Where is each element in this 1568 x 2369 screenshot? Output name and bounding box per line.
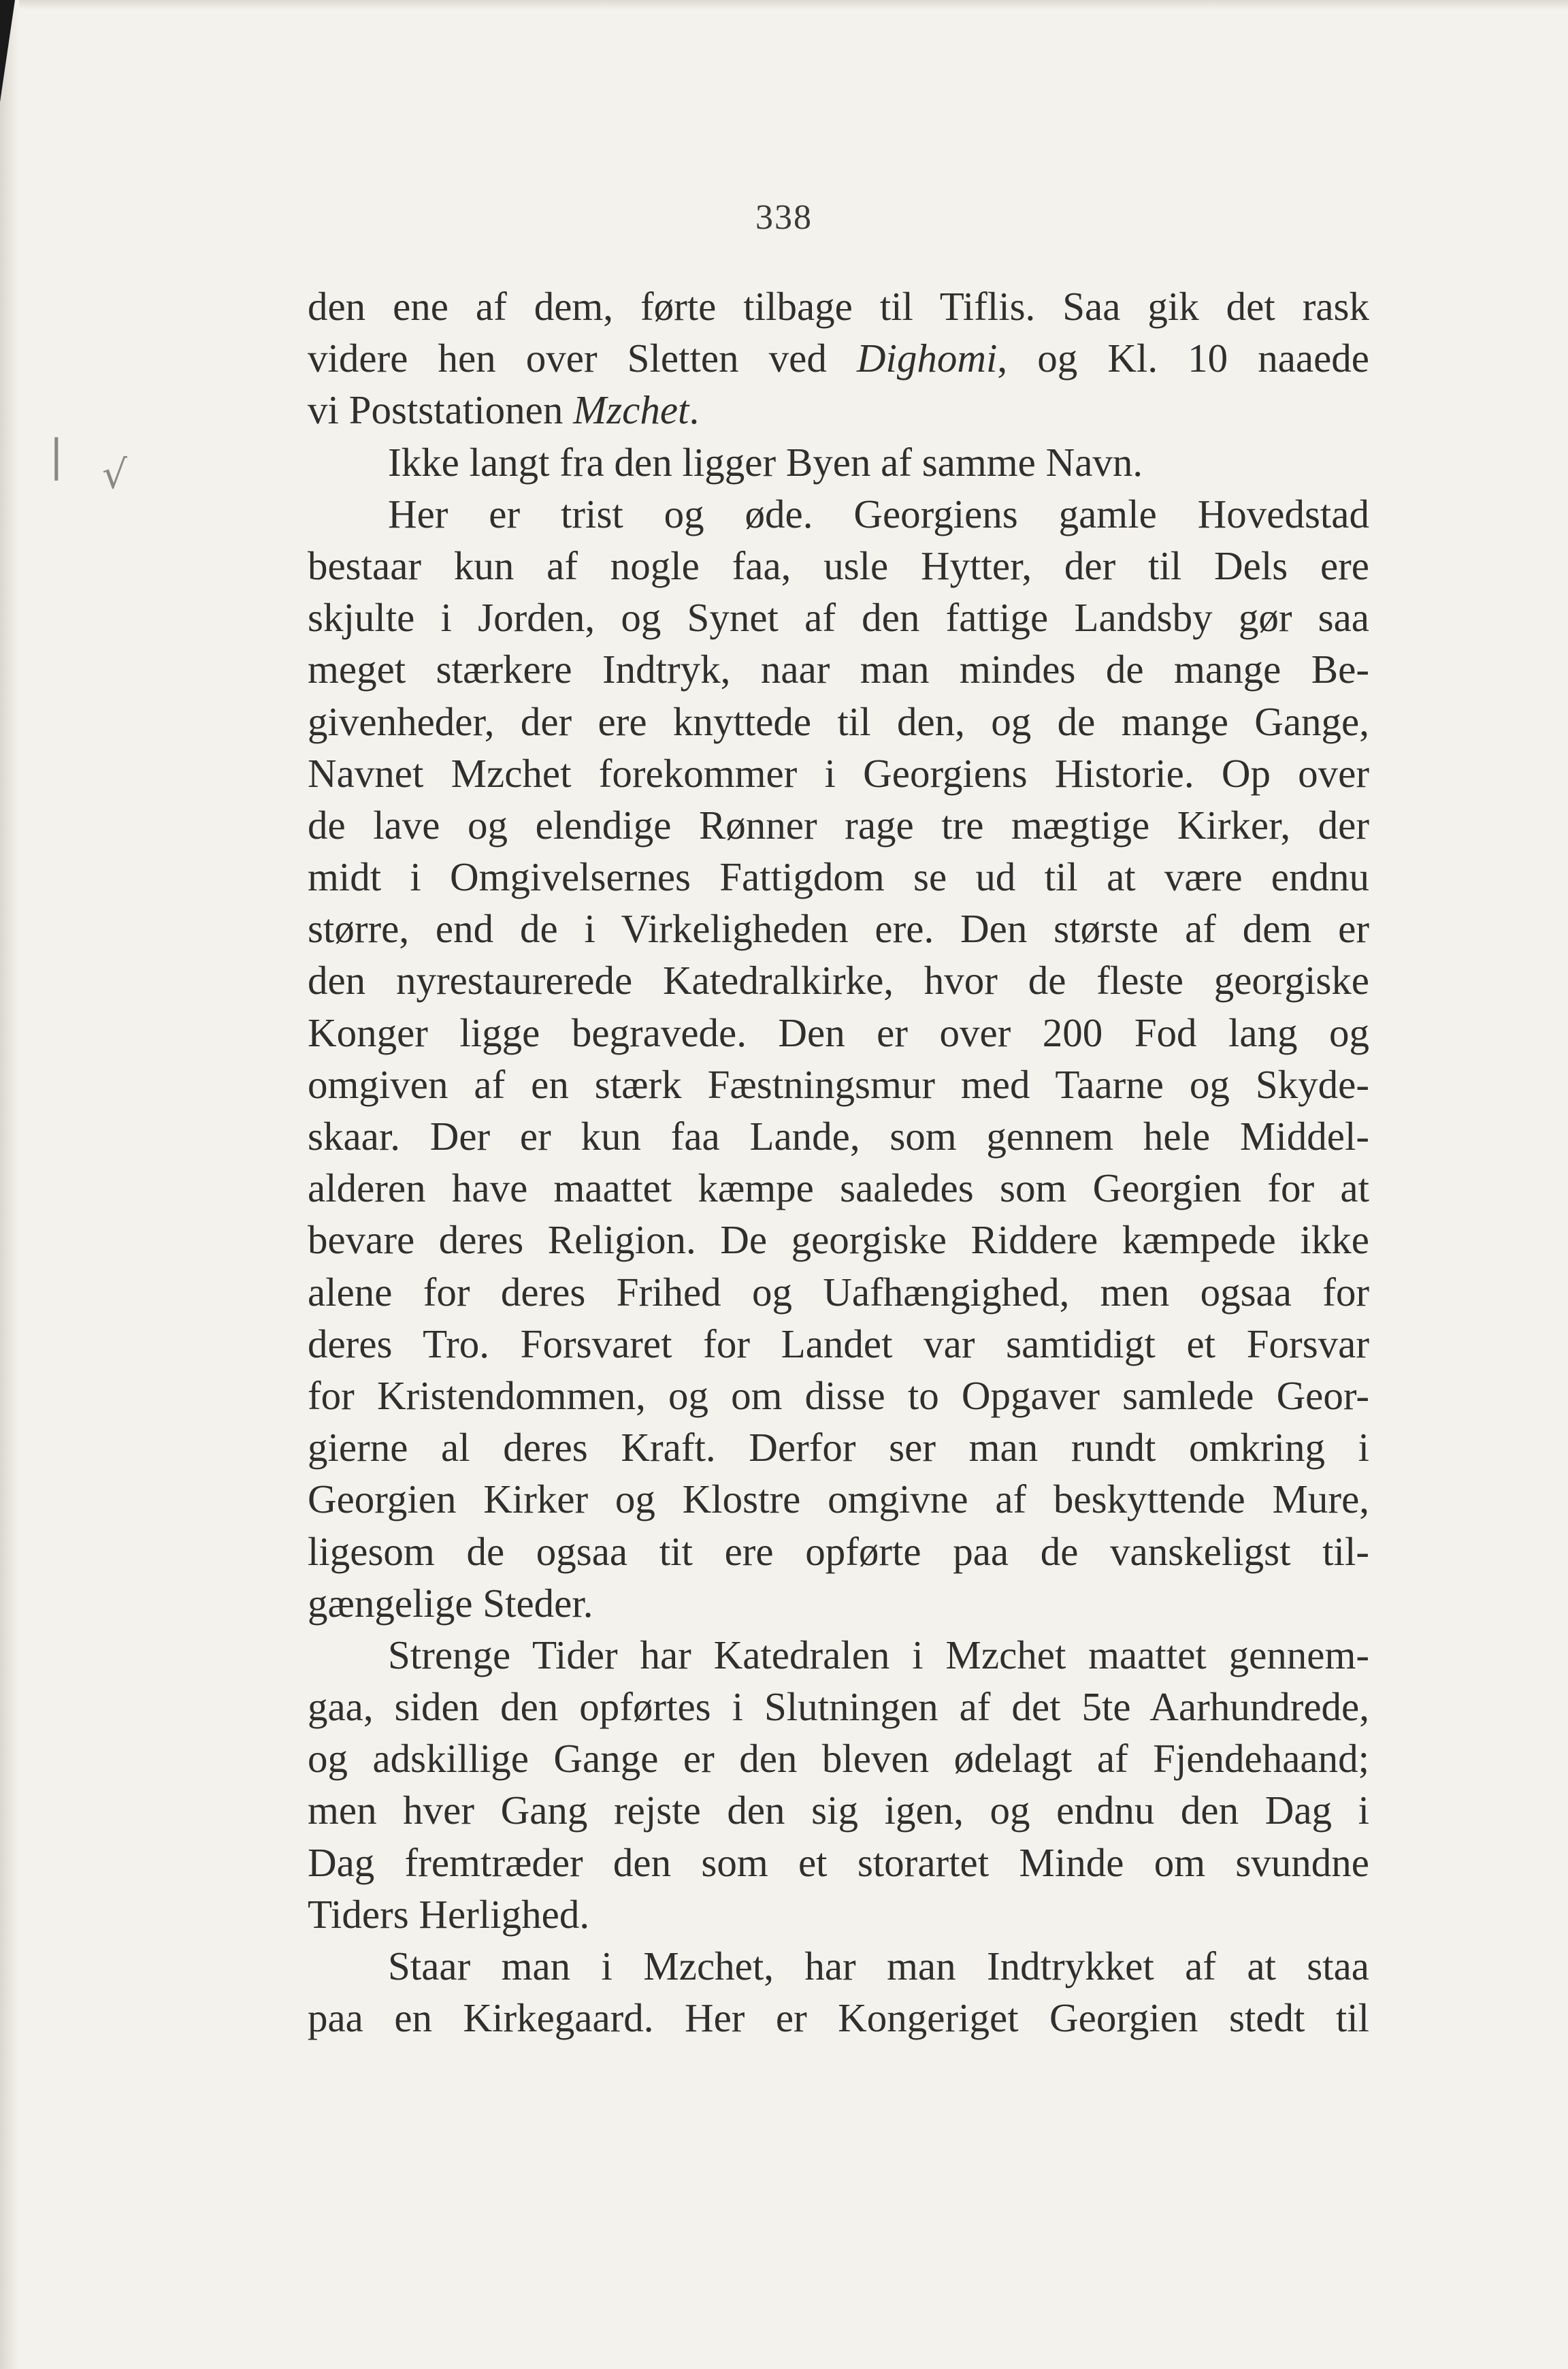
text-line xyxy=(308,1681,1369,1733)
text-line xyxy=(308,1214,1369,1266)
page-top-edge xyxy=(0,0,1568,10)
text-line xyxy=(308,1318,1369,1370)
text-run: gængelige Steder. xyxy=(308,1580,593,1626)
text-run: gierne al deres Kraft. Derfor ser man rundt omkring i xyxy=(308,1425,1369,1470)
text-line xyxy=(308,540,1369,592)
text-run: givenheder, der ere knyttede til den, og de mange Gange, xyxy=(308,698,1369,744)
text-line xyxy=(308,1370,1369,1421)
text-run: . xyxy=(689,387,700,433)
italic-text: Mzchet xyxy=(573,387,689,433)
text-run: den ene af dem, førte tilbage til Tiflis. Saa gik det rask xyxy=(308,284,1369,329)
text-line xyxy=(308,1162,1369,1214)
text-run: omgiven af en stærk Fæstningsmur med Taarne og Skyde- xyxy=(308,1061,1369,1107)
text-line xyxy=(308,1992,1369,2044)
text-run: Strenge Tider har Katedralen i Mzchet maattet gennem- xyxy=(388,1632,1369,1677)
text-line xyxy=(308,280,1369,332)
text-line xyxy=(308,747,1369,799)
text-run: meget stærkere Indtryk, naar man mindes de mange Be- xyxy=(308,647,1369,692)
text-run: men hver Gang rejste den sig igen, og endnu den Dag i xyxy=(308,1788,1369,1833)
text-line xyxy=(308,436,1369,488)
text-line xyxy=(308,332,1369,384)
text-line xyxy=(308,1629,1369,1681)
margin-pencil-check: √ xyxy=(102,451,127,498)
text-line xyxy=(308,592,1369,643)
text-line xyxy=(308,954,1369,1006)
body-text xyxy=(308,280,1369,2044)
text-line xyxy=(308,384,1369,436)
text-line xyxy=(308,1577,1369,1629)
text-run: alderen have maattet kæmpe saaledes som Georgien for at xyxy=(308,1165,1369,1211)
text-run: og adskillige Gange er den bleven ødelagt af Fjendehaand; xyxy=(308,1736,1369,1782)
text-line xyxy=(308,1940,1369,1992)
text-run: Georgien Kirker og Klostre omgivne af beskyttende Mure, xyxy=(308,1477,1369,1522)
page-number: 338 xyxy=(755,198,813,237)
text-line xyxy=(308,696,1369,747)
text-line xyxy=(308,1007,1369,1059)
text-run: , og Kl. 10 naaede xyxy=(997,336,1369,381)
text-run: Her er trist og øde. Georgiens gamle Hovedstad xyxy=(388,491,1369,536)
scan-corner-mark xyxy=(0,0,15,102)
text-line xyxy=(308,903,1369,954)
text-run: større, end de i Virkeligheden ere. Den største af dem er xyxy=(308,906,1369,952)
text-line xyxy=(308,1837,1369,1888)
text-run: Navnet Mzchet forekommer i Georgiens Historie. Op over xyxy=(308,750,1369,796)
text-line xyxy=(308,488,1369,540)
text-run: skaar. Der er kun faa Lande, som gennem hele Middel- xyxy=(308,1114,1369,1159)
text-run: paa en Kirkegaard. Her er Kongeriget Georgien stedt til xyxy=(308,1995,1369,2041)
text-line xyxy=(308,1059,1369,1110)
text-line xyxy=(308,1473,1369,1525)
text-run: vi Poststationen xyxy=(308,387,574,433)
text-run: Konger ligge begravede. Den er over 200 Fod lang og xyxy=(308,1010,1369,1055)
text-line xyxy=(308,1888,1369,1940)
text-run: Dag fremtræder den som et storartet Minde om svundne xyxy=(308,1839,1369,1885)
text-run: for Kristendommen, og om disse to Opgaver samlede Geor- xyxy=(308,1372,1369,1418)
text-run: skjulte i Jorden, og Synet af den fattige Landsby gør saa xyxy=(308,595,1369,641)
text-run: alene for deres Frihed og Uafhængighed, men ogsaa for xyxy=(308,1269,1369,1315)
text-run: ligesom de ogsaa tit ere opførte paa de vanskeligst til- xyxy=(308,1528,1369,1574)
text-run: bevare deres Religion. De georgiske Riddere kæmpede ikke xyxy=(308,1217,1369,1263)
text-line xyxy=(308,1421,1369,1473)
text-run: bestaar kun af nogle faa, usle Hytter, der til Dels ere xyxy=(308,543,1369,588)
text-line xyxy=(308,1733,1369,1784)
text-run: Ikke langt fra den ligger Byen af samme Navn. xyxy=(388,439,1143,485)
page-left-edge xyxy=(0,0,19,2369)
text-run: deres Tro. Forsvaret for Landet var samtidigt et Forsvar xyxy=(308,1321,1369,1366)
text-line xyxy=(308,1266,1369,1318)
text-run: gaa, siden den opførtes i Slutningen af det 5te Aarhundrede, xyxy=(308,1684,1369,1730)
text-run: Tiders Herlighed. xyxy=(308,1891,590,1937)
text-run: videre hen over Sletten ved xyxy=(308,336,857,381)
text-run: den nyrestaurerede Katedralkirke, hvor de fleste georgiske xyxy=(308,958,1369,1003)
text-run: de lave og elendige Rønner rage tre mægtige Kirker, der xyxy=(308,802,1369,848)
text-run: Staar man i Mzchet, har man Indtrykket af at staa xyxy=(388,1944,1369,1988)
text-line xyxy=(308,851,1369,903)
text-line xyxy=(308,799,1369,851)
text-line xyxy=(308,1526,1369,1577)
text-run: midt i Omgivelsernes Fattigdom se ud til at være endnu xyxy=(308,854,1369,900)
text-line xyxy=(308,1784,1369,1836)
margin-pencil-mark: | xyxy=(49,431,64,481)
italic-text: Dighomi xyxy=(856,336,998,381)
text-line xyxy=(308,643,1369,695)
text-line xyxy=(308,1110,1369,1162)
